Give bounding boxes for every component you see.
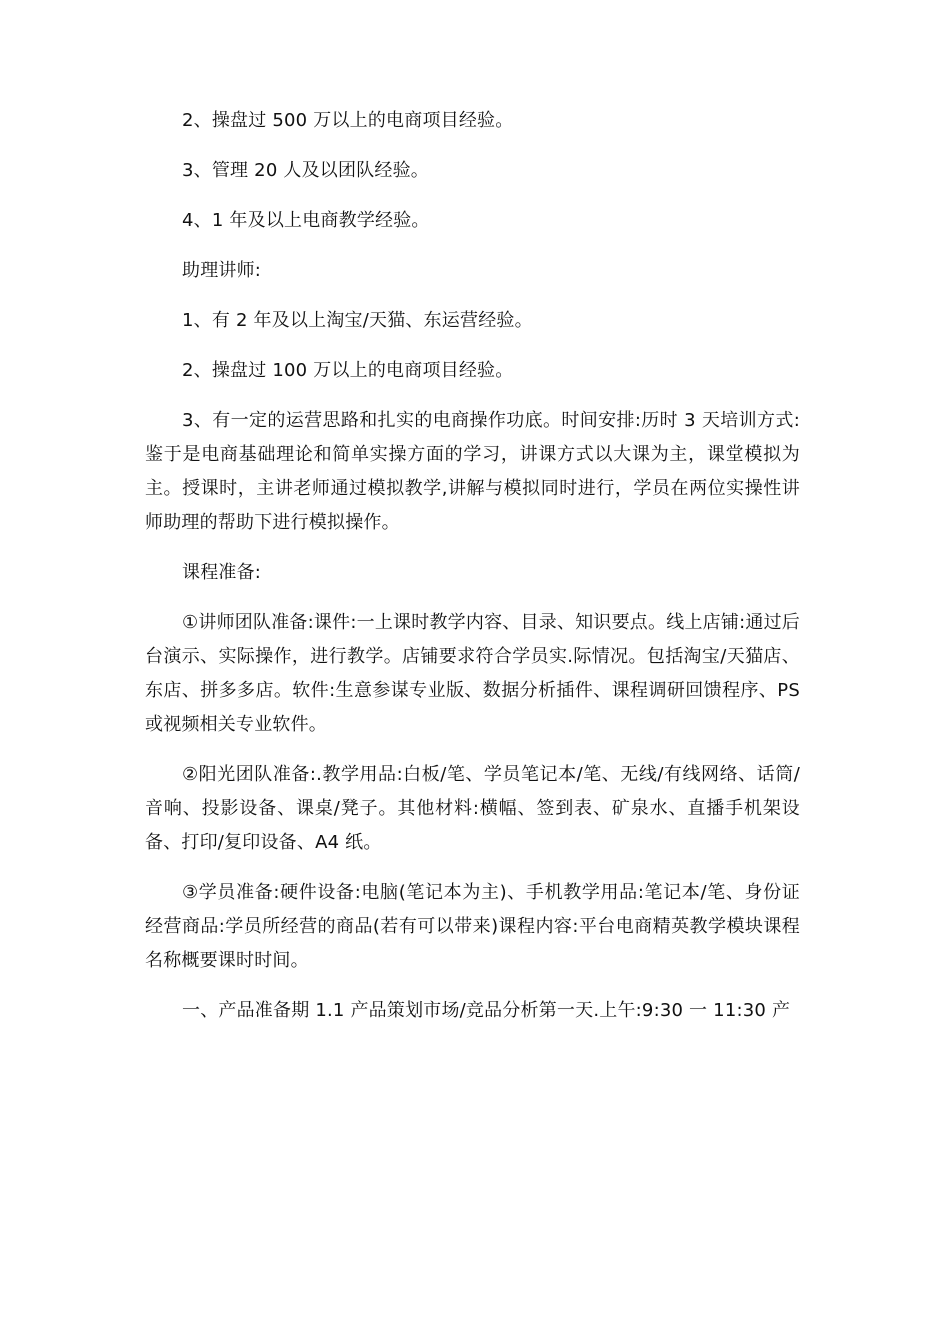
paragraph-teaching-experience: 4、1 年及以上电商教学经验。	[182, 210, 430, 231]
paragraph-team-management: 3、管理 20 人及以团队经验。	[182, 160, 429, 181]
paragraph-assistant-req-3-schedule: 3、有一定的运营思路和扎实的电商操作功底。时间安排:历时 3 天培训方式:鉴于是电商基础理论和简单实操方面的学习，讲课方式以大课为主，课堂模拟为主。授课时，主讲老师通过模拟教学,讲解与模拟同时进行，学员在两位实操性讲师助理的帮助下进行模拟操作。	[145, 410, 800, 533]
paragraph-experience-500w: 2、操盘过 500 万以上的电商项目经验。	[182, 110, 514, 131]
document-body	[145, 104, 800, 1044]
heading-course-preparation: 课程准备:	[182, 562, 262, 583]
paragraph-student-prep: ③学员准备:硬件设备:电脑(笔记本为主)、手机教学用品:笔记本/笔、身份证经营商品:学员所经营的商品(若有可以带来)课程内容:平台电商精英教学模块课程名称概要课时时间。	[145, 882, 800, 971]
paragraph-assistant-req-2: 2、操盘过 100 万以上的电商项目经验。	[182, 360, 514, 381]
paragraph-sunshine-team-prep: ②阳光团队准备:.教学用品:白板/笔、学员笔记本/笔、无线/有线网络、话筒/音响、投影设备、课桌/凳子。其他材料:横幅、签到表、矿泉水、直播手机架设备、打印/复印设备、A4 纸。	[145, 764, 800, 853]
heading-assistant-lecturer: 助理讲师:	[182, 260, 262, 281]
paragraph-assistant-req-1: 1、有 2 年及以上淘宝/天猫、东运营经验。	[182, 310, 533, 331]
paragraph-product-prep-period: 一、产品准备期 1.1 产品策划市场/竞品分析第一天.上午:9:30 一 11:30 产	[182, 1000, 791, 1021]
paragraph-lecturer-team-prep: ①讲师团队准备:课件:一上课时教学内容、目录、知识要点。线上店铺:通过后台演示、实际操作，进行教学。店铺要求符合学员实.际情况。包括淘宝/天猫店、东店、拼多多店。软件:生意参谋专业版、数据分析插件、课程调研回馈程序、PS 或视频相关专业软件。	[145, 612, 800, 735]
